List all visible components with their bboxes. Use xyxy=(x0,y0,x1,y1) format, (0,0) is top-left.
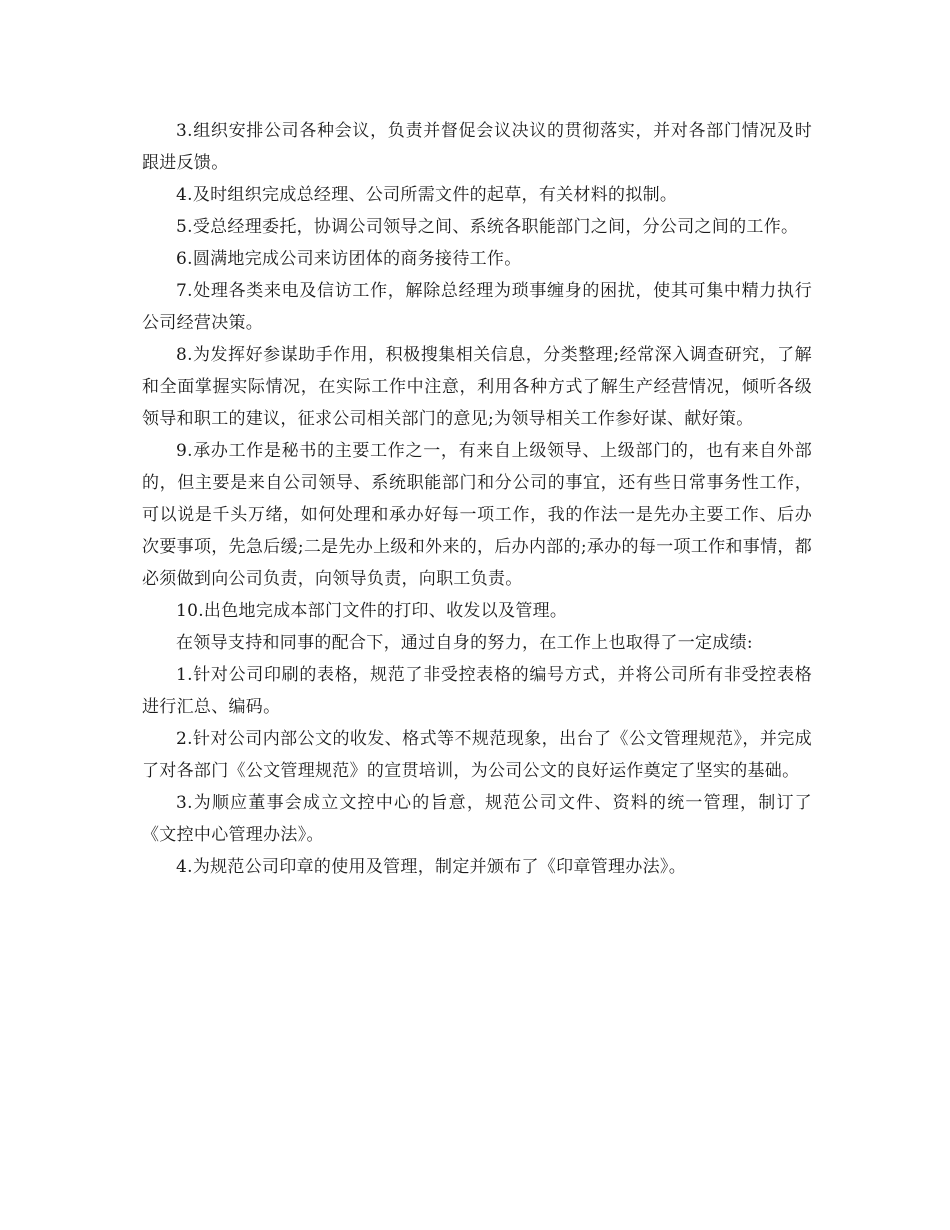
paragraph: 8.为发挥好参谋助手作用，积极搜集相关信息，分类整理;经常深入调查研究，了解和全面掌握实际情况，在实际工作中注意，利用各种方式了解生产经营情况，倾听各级领导和职工的建议，征求公司相关部门的意见;为领导相关工作参好谋、献好策。 xyxy=(142,345,812,429)
paragraph: 4.及时组织完成总经理、公司所需文件的起草，有关材料的拟制。 xyxy=(176,185,678,205)
paragraph: 5.受总经理委托，协调公司领导之间、系统各职能部门之间，分公司之间的工作。 xyxy=(176,217,799,237)
paragraph: 7.处理各类来电及信访工作，解除总经理为琐事缠身的困扰，使其可集中精力执行公司经营决策。 xyxy=(142,281,812,333)
paragraph: 在领导支持和同事的配合下，通过自身的努力，在工作上也取得了一定成绩: xyxy=(176,633,753,653)
paragraph: 4.为规范公司印章的使用及管理，制定并颁布了《印章管理办法》。 xyxy=(176,857,687,877)
document-body xyxy=(142,115,812,883)
paragraph: 9.承办工作是秘书的主要工作之一，有来自上级领导、上级部门的，也有来自外部的，但主要是来自公司领导、系统职能部门和分公司的事宜，还有些日常事务性工作，可以说是千头万绪，如何处理和承办好每一项工作，我的作法一是先办主要工作、后办次要事项，先急后缓;二是先办上级和外来的，后办内部的;承办的每一项工作和事情，都必须做到向公司负责，向领导负责，向职工负责。 xyxy=(142,441,812,589)
paragraph: 6.圆满地完成公司来访团体的商务接待工作。 xyxy=(176,249,522,269)
paragraph: 3.为顺应董事会成立文控中心的旨意，规范公司文件、资料的统一管理，制订了《文控中心管理办法》。 xyxy=(142,793,812,845)
paragraph: 1.针对公司印刷的表格，规范了非受控表格的编号方式，并将公司所有非受控表格进行汇总、编码。 xyxy=(142,665,812,717)
paragraph: 3.组织安排公司各种会议，负责并督促会议决议的贯彻落实，并对各部门情况及时跟进反馈。 xyxy=(142,121,812,173)
paragraph: 10.出色地完成本部门文件的打印、收发以及管理。 xyxy=(176,601,568,621)
paragraph: 2.针对公司内部公文的收发、格式等不规范现象，出台了《公文管理规范》，并完成了对各部门《公文管理规范》的宣贯培训，为公司公文的良好运作奠定了坚实的基础。 xyxy=(142,729,812,781)
